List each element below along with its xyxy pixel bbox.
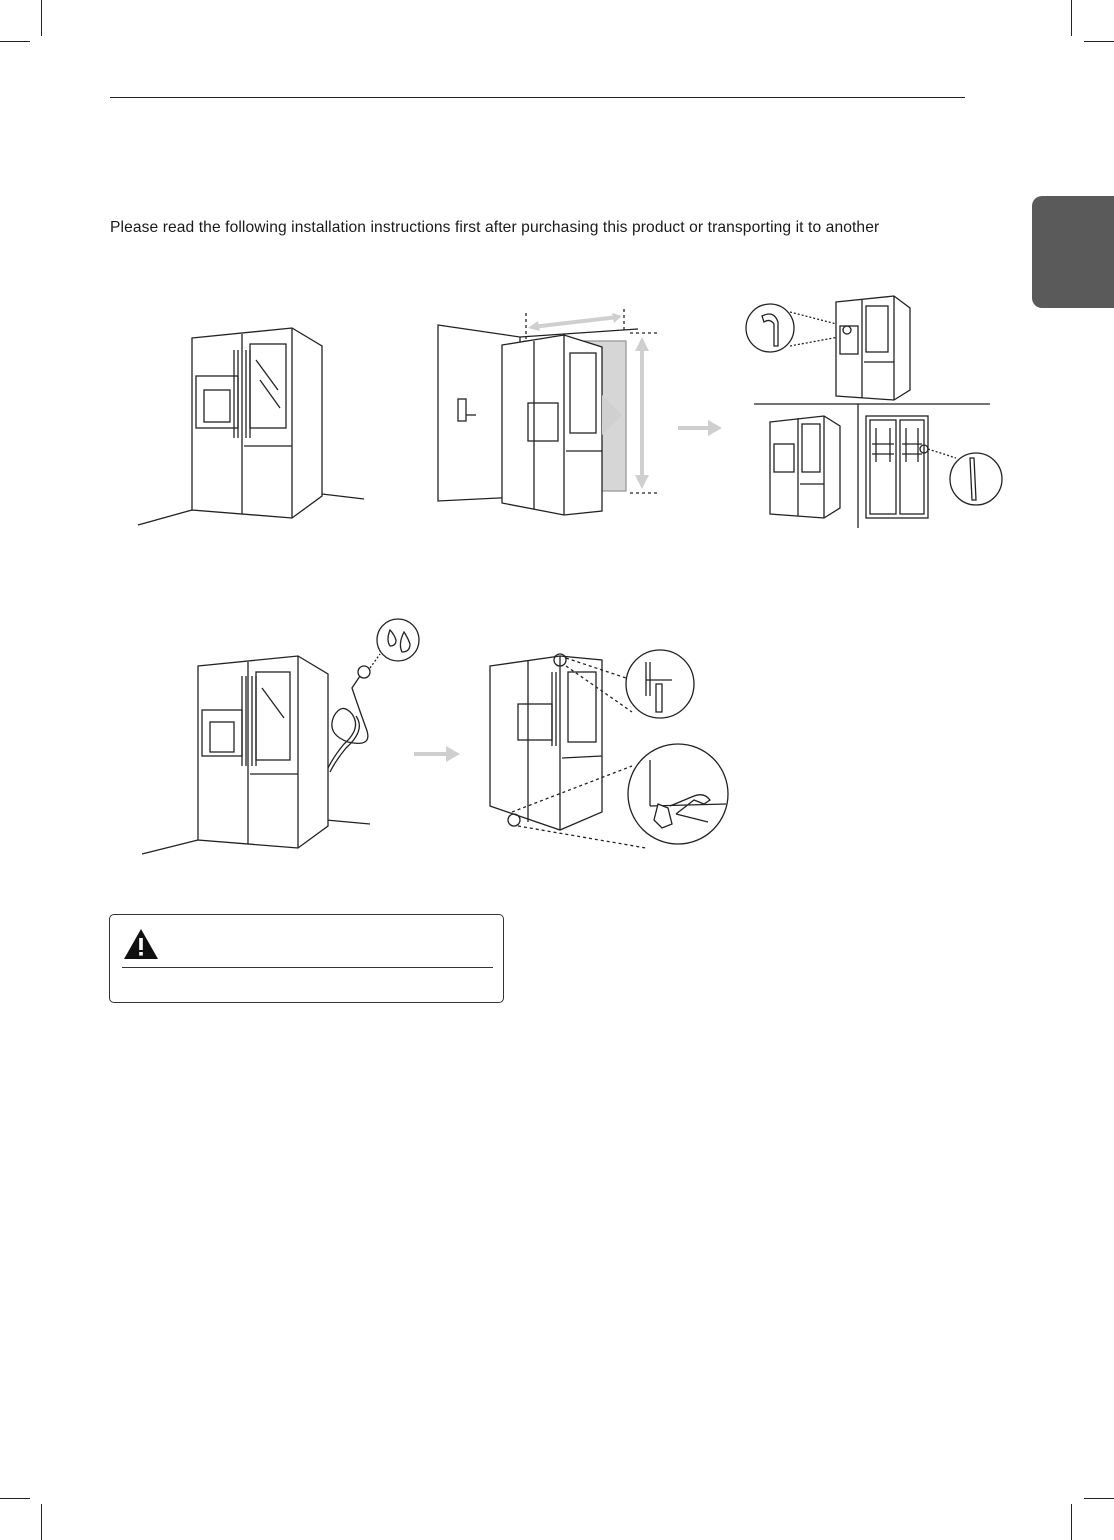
header-rule: [110, 97, 965, 98]
warning-divider: [122, 967, 493, 968]
next-step-arrow-icon: [678, 418, 724, 438]
crop-mark: [0, 1498, 30, 1499]
warning-triangle-icon: [123, 928, 159, 960]
crop-mark: [1084, 1498, 1114, 1499]
water-supply-icon: [138, 618, 428, 858]
language-side-tab: [1032, 196, 1114, 308]
crop-mark: [41, 0, 42, 36]
refrigerator-icon: [130, 320, 370, 535]
warning-box: [109, 914, 504, 1003]
crop-mark: [1084, 41, 1114, 42]
crop-mark: [1071, 0, 1072, 36]
intro-paragraph: Please read the following installation instructions first after purchasing this product or transporting it to another: [110, 219, 880, 236]
crop-mark: [1071, 1504, 1072, 1540]
crop-mark: [0, 41, 30, 42]
door-removal-icon: [744, 292, 1006, 532]
next-step-arrow-icon: [414, 744, 462, 764]
crop-mark: [41, 1504, 42, 1540]
doorway-measure-icon: [436, 303, 666, 518]
wrench-icon: [482, 636, 734, 858]
